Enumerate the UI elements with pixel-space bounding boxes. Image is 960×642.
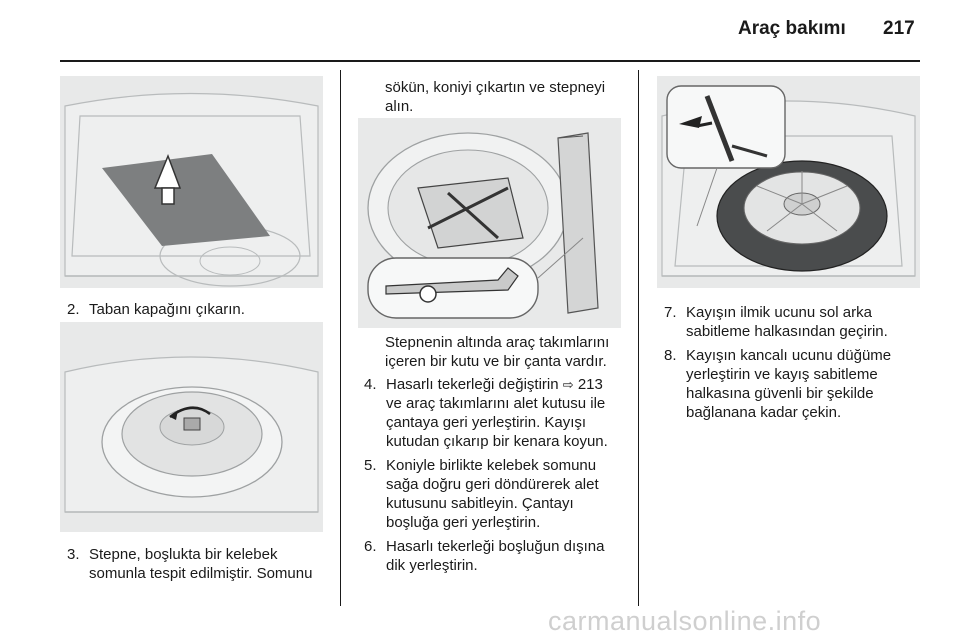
step-number: 2. [67, 301, 80, 318]
step-text-line: Hasarlı tekerleği boşluğun dışına [386, 538, 605, 555]
step-text [686, 303, 936, 341]
step-text-line: Stepne, boşlukta bir kelebek [89, 546, 278, 563]
figure-strap-fastening [657, 76, 920, 288]
step-text [386, 456, 648, 532]
step-text-line [386, 375, 648, 394]
section-title: Araç bakımı [738, 18, 846, 39]
continued-text-line: sökün, koniyi çıkartın ve stepneyi [385, 79, 606, 96]
strap-fastening-illustration [657, 76, 920, 288]
watermark: carmanualsonline.info [548, 606, 822, 636]
note-line: içeren bir kutu ve bir çanta vardır. [385, 353, 607, 370]
continued-text [385, 78, 605, 116]
step-text-line: somunla tespit edilmiştir. Somunu [89, 565, 313, 582]
floor-cover-illustration [60, 76, 323, 288]
step-text-line: Kayışın ilmik ucunu sol arka [686, 304, 872, 321]
step-text [386, 537, 648, 575]
step-text-line: boşluğa geri yerleştirin. [386, 514, 541, 531]
step-text-line: ve araç takımlarını alet kutusu ile [386, 395, 606, 412]
step-text [386, 375, 648, 451]
page-reference-link[interactable]: 213 [577, 376, 603, 393]
step-text-line: kutusunu sabitleyin. Çantayı [386, 495, 574, 512]
step-number: 8. [664, 347, 677, 364]
step-text-line: bağlanana kadar çekin. [686, 404, 842, 421]
step-text-line: dik yerleştirin. [386, 557, 478, 574]
step-text [686, 346, 936, 422]
figure-spare-wheel [60, 322, 323, 532]
note-line: Stepnenin altında araç takımlarını [385, 334, 610, 351]
tool-kit-note [385, 333, 609, 371]
tool-kit-illustration [358, 118, 621, 328]
step-text-line: halkasına güvenli bir şekilde [686, 385, 874, 402]
step-number: 6. [364, 538, 377, 555]
step-text-line: çantaya geri yerleştirin. Kayışı [386, 414, 587, 431]
spare-wheel-illustration [60, 322, 323, 532]
header-divider [60, 60, 920, 62]
step-number: 7. [664, 304, 677, 321]
step-text-fragment: Hasarlı tekerleği değiştirin [386, 376, 559, 393]
step-text-line: kutudan çıkarıp bir kenara koyun. [386, 433, 608, 450]
step-number: 3. [67, 546, 80, 563]
step-text-line: Koniyle birlikte kelebek somunu [386, 457, 597, 474]
step-text-line: yerleştirin ve kayış sabitleme [686, 366, 878, 383]
step-text [89, 545, 354, 583]
continued-text-line: alın. [385, 98, 414, 115]
figure-tool-kit [358, 118, 621, 328]
column-divider-1 [340, 70, 341, 606]
figure-floor-cover [60, 76, 323, 288]
page-number: 217 [883, 18, 915, 39]
step-text-line: sabitleme halkasından geçirin. [686, 323, 888, 340]
step-text: Taban kapağını çıkarın. [89, 301, 245, 318]
step-text-line: sağa doğru geri döndürerek alet [386, 476, 599, 493]
step-number: 4. [364, 376, 377, 393]
step-number: 5. [364, 457, 377, 474]
page-reference-arrow-icon: ⇨ [562, 377, 574, 392]
step-text-line: Kayışın kancalı ucunu düğüme [686, 347, 892, 364]
